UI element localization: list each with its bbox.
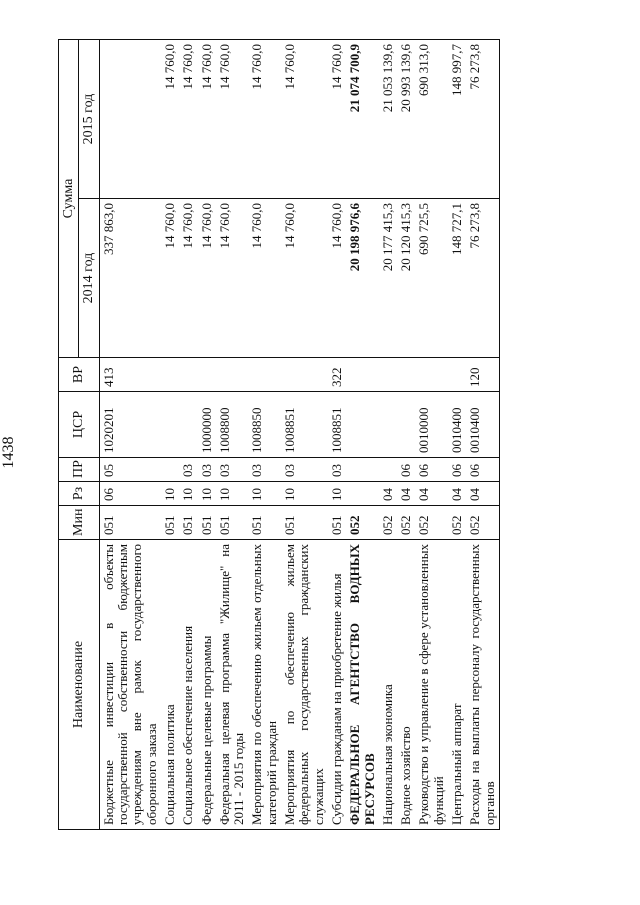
row-amount-2015: 21 074 700,9 [346, 40, 379, 199]
row-pr: 03 [281, 458, 328, 482]
row-amount-2014: 14 760,0 [328, 199, 346, 358]
row-amount-2015: 148 997,7 [448, 40, 466, 199]
header-year-2015: 2015 год [79, 40, 99, 199]
row-rz: 10 [328, 482, 346, 506]
row-amount-2014: 20 177 415,3 [379, 199, 397, 358]
row-amount-2014: 76 273,8 [466, 199, 499, 358]
row-vr [281, 358, 328, 392]
row-rz: 04 [379, 482, 397, 506]
row-rz: 04 [415, 482, 448, 506]
row-min: 051 [161, 506, 179, 540]
row-rz: 10 [216, 482, 249, 506]
table-row [281, 40, 328, 830]
row-csr: 0010400 [448, 392, 466, 458]
row-vr: 413 [99, 358, 161, 392]
row-rz: 04 [466, 482, 499, 506]
row-amount-2014: 14 760,0 [216, 199, 249, 358]
row-csr: 1008800 [216, 392, 249, 458]
table-row [346, 40, 379, 830]
row-pr: 03 [248, 458, 281, 482]
row-amount-2015: 76 273,8 [466, 40, 499, 199]
row-amount-2015: 14 760,0 [216, 40, 249, 199]
row-pr [346, 458, 379, 482]
row-amount-2015: 690 313,0 [415, 40, 448, 199]
row-amount-2015: 21 053 139,6 [379, 40, 397, 199]
row-csr: 1008851 [281, 392, 328, 458]
row-amount-2014: 14 760,0 [248, 199, 281, 358]
table-row [466, 40, 499, 830]
row-csr: 0010000 [415, 392, 448, 458]
table-row [415, 40, 448, 830]
table-row [99, 40, 161, 830]
row-pr [161, 458, 179, 482]
row-name: Расходы на выплаты персоналу государственных органов [466, 540, 499, 830]
row-rz: 04 [397, 482, 415, 506]
row-csr [161, 392, 179, 458]
row-min: 051 [328, 506, 346, 540]
row-vr [216, 358, 249, 392]
header-sum: Сумма [59, 40, 79, 358]
row-vr [179, 358, 197, 392]
row-vr [448, 358, 466, 392]
row-amount-2015: 14 760,0 [179, 40, 197, 199]
row-amount-2015: 14 760,0 [328, 40, 346, 199]
row-name: Федеральные целевые программы [198, 540, 216, 830]
row-pr: 03 [179, 458, 197, 482]
table-row [216, 40, 249, 830]
row-rz: 10 [179, 482, 197, 506]
table-row [448, 40, 466, 830]
table-row [397, 40, 415, 830]
row-min: 051 [198, 506, 216, 540]
row-pr: 06 [448, 458, 466, 482]
row-vr [397, 358, 415, 392]
row-rz [346, 482, 379, 506]
row-amount-2014: 14 760,0 [179, 199, 197, 358]
row-csr [379, 392, 397, 458]
row-vr [248, 358, 281, 392]
row-amount-2015: 14 760,0 [248, 40, 281, 199]
row-amount-2015: 14 760,0 [281, 40, 328, 199]
table-body [99, 40, 499, 830]
table-row [328, 40, 346, 830]
row-vr [415, 358, 448, 392]
row-csr: 1008850 [248, 392, 281, 458]
row-pr: 03 [216, 458, 249, 482]
row-pr: 06 [466, 458, 499, 482]
row-pr [379, 458, 397, 482]
row-name: Социальная политика [161, 540, 179, 830]
header-name: Наименование [59, 540, 100, 830]
header-year-2014: 2014 год [79, 199, 99, 358]
row-csr: 1008851 [328, 392, 346, 458]
row-pr: 05 [99, 458, 161, 482]
row-amount-2014: 148 727,1 [448, 199, 466, 358]
table-row [161, 40, 179, 830]
table-row [179, 40, 197, 830]
row-min: 052 [379, 506, 397, 540]
row-vr [198, 358, 216, 392]
row-csr [397, 392, 415, 458]
row-vr [346, 358, 379, 392]
row-pr: 06 [397, 458, 415, 482]
row-name: Субсидии гражданам на приобретение жилья [328, 540, 346, 830]
row-rz: 04 [448, 482, 466, 506]
table-header-row [59, 40, 79, 830]
row-min: 051 [281, 506, 328, 540]
header-min: Мин [59, 506, 100, 540]
row-csr: 1020201 [99, 392, 161, 458]
row-min: 052 [466, 506, 499, 540]
budget-table [58, 39, 500, 830]
row-amount-2014: 14 760,0 [161, 199, 179, 358]
row-amount-2015: 14 760,0 [161, 40, 179, 199]
header-rz: Рз [59, 482, 100, 506]
row-min: 051 [179, 506, 197, 540]
row-name: Руководство и управление в сфере установленных функций [415, 540, 448, 830]
row-amount-2015: 20 993 139,6 [397, 40, 415, 199]
header-vr: ВР [59, 358, 100, 392]
row-min: 051 [248, 506, 281, 540]
row-name: Водное хозяйство [397, 540, 415, 830]
row-rz: 10 [198, 482, 216, 506]
row-min: 052 [448, 506, 466, 540]
row-amount-2014: 337 863,0 [99, 199, 161, 358]
row-name: Мероприятия по обеспечению жильем федеральных государственных гражданских служащих [281, 540, 328, 830]
row-csr [179, 392, 197, 458]
row-pr: 03 [328, 458, 346, 482]
row-name: Бюджетные инвестиции в объекты государственной собственности бюджетным учреждениям вне рамок государственного оборонного заказа [99, 540, 161, 830]
row-vr: 322 [328, 358, 346, 392]
row-min: 051 [99, 506, 161, 540]
row-min: 052 [415, 506, 448, 540]
row-csr: 1000000 [198, 392, 216, 458]
page-number: 1438 [0, 436, 17, 469]
row-rz: 06 [99, 482, 161, 506]
row-name: Мероприятия по обеспечению жильем отдельных категорий граждан [248, 540, 281, 830]
row-name: Федеральная целевая программа "Жилище" на 2011 - 2015 годы [216, 540, 249, 830]
row-amount-2014: 690 725,5 [415, 199, 448, 358]
row-amount-2015 [99, 40, 161, 199]
row-name: Центральный аппарат [448, 540, 466, 830]
table-row [379, 40, 397, 830]
table-row [198, 40, 216, 830]
row-csr [346, 392, 379, 458]
row-vr [161, 358, 179, 392]
row-rz: 10 [281, 482, 328, 506]
header-pr: ПР [59, 458, 100, 482]
row-name: Национальная экономика [379, 540, 397, 830]
row-amount-2015: 14 760,0 [198, 40, 216, 199]
row-name: Социальное обеспечение населения [179, 540, 197, 830]
row-min: 051 [216, 506, 249, 540]
row-name: ФЕДЕРАЛЬНОЕ АГЕНТСТВО ВОДНЫХ РЕСУРСОВ [346, 540, 379, 830]
row-pr: 03 [198, 458, 216, 482]
table-row [248, 40, 281, 830]
row-amount-2014: 20 198 976,6 [346, 199, 379, 358]
row-min: 052 [346, 506, 379, 540]
row-amount-2014: 14 760,0 [198, 199, 216, 358]
row-pr: 06 [415, 458, 448, 482]
row-min: 052 [397, 506, 415, 540]
row-amount-2014: 14 760,0 [281, 199, 328, 358]
header-csr: ЦСР [59, 392, 100, 458]
row-vr: 120 [466, 358, 499, 392]
row-rz: 10 [161, 482, 179, 506]
row-csr: 0010400 [466, 392, 499, 458]
row-rz: 10 [248, 482, 281, 506]
row-vr [379, 358, 397, 392]
row-amount-2014: 20 120 415,3 [397, 199, 415, 358]
